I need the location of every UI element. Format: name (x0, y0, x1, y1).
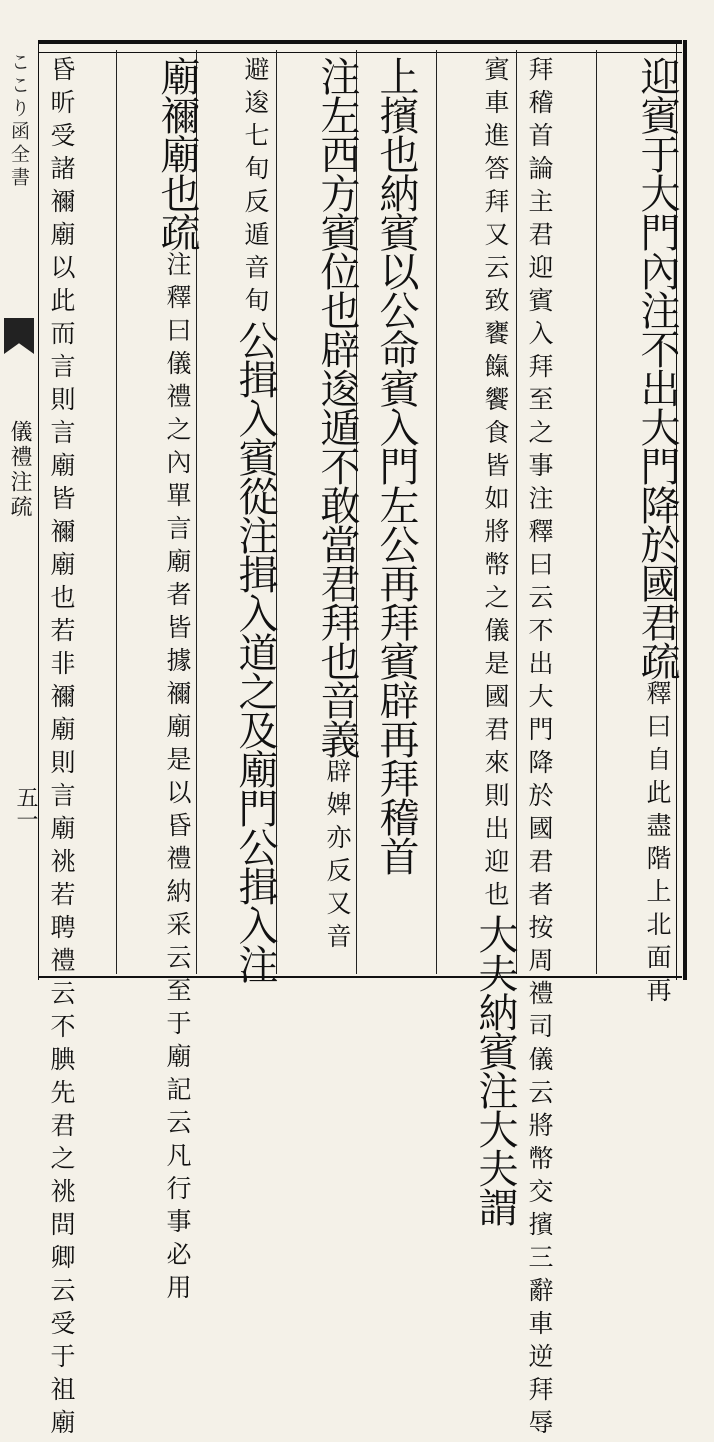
column-3-main-text: 大夫納賓注大夫謂 (472, 914, 518, 1226)
column-6-annotation-line-2: 反遁音旬 (241, 188, 270, 320)
column-6-annotation (202, 56, 272, 320)
column-2-annotation-line-2: 降於國君者按周禮司儀云將幣交擯三辭車逆拜辱 (525, 749, 554, 1442)
column-5-annotation-part-3: 反又 (323, 857, 352, 923)
book-title: 儀禮注疏 (7, 420, 32, 520)
column-1-annotation-line-1: 釋曰自此盡 (643, 680, 672, 845)
column-1-main-text: 迎賓于大門內注不出大門降於國君疏 (634, 56, 680, 680)
column-3-annotation-line-1: 賓車進答拜又云致饔餼饗食皆 (481, 56, 510, 485)
page-number: 五一 (13, 786, 38, 830)
column-rule (116, 50, 117, 974)
column-7-main-text: 廟禰廟也疏 (154, 56, 200, 251)
margin-top-text: ここり函全書 (8, 52, 30, 190)
column-2-annotation-line-1: 拜稽首論主君迎賓入拜至之事注釋曰云不出大門 (525, 56, 554, 749)
column-3-annotation (442, 56, 512, 914)
text-column-6 (202, 56, 287, 983)
column-7-annotation-line-1: 注釋曰儀禮之內單言廟者皆據禰廟是 (163, 251, 192, 779)
column-5-annotation-part-1: 辟 (323, 758, 352, 791)
column-rule (596, 50, 597, 974)
text-column-3 (442, 56, 527, 1226)
column-6-annotation-line-1: 避逡七旬 (241, 56, 270, 188)
column-7-annotation (124, 251, 194, 1307)
column-5-main-text: 注左西方賓位也辟逡遁不敢當君拜也音義 (314, 56, 360, 758)
column-8-annotation-line-1: 昏昕受諸禰廟以此而言則言廟皆禰廟也若非禰廟 (47, 56, 76, 749)
column-5-annotation (284, 758, 354, 956)
text-column-4 (364, 56, 428, 875)
text-column-7 (124, 56, 209, 1307)
column-5-annotation-part-4: 音 (323, 923, 352, 956)
column-6-main-text: 公揖入賓從注揖入道之及廟門公揖入注 (232, 320, 278, 983)
column-8-annotation-line-2: 則言廟祧若聘禮云不腆先君之祧問卿云受于祖廟 (47, 749, 76, 1442)
text-column-2 (522, 56, 556, 1442)
column-5-annotation-part-2: 婢亦 (323, 791, 352, 857)
text-column-8 (44, 56, 78, 1442)
column-rule (436, 50, 437, 974)
column-4-main-text: 上擯也納賓以公命賓入門左公再拜賓辟再拜稽首 (373, 56, 419, 875)
column-3-annotation-line-2: 如將幣之儀是國君來則出迎也 (481, 485, 510, 914)
column-7-annotation-line-2: 以昏禮納采云至于廟記云凡行事必用 (163, 779, 192, 1307)
column-1-annotation-line-2: 階上北面再 (643, 845, 672, 1010)
text-column-1 (604, 56, 689, 1010)
column-1-annotation (604, 680, 674, 1010)
frame-top-border (38, 40, 682, 53)
text-column-5 (284, 56, 369, 956)
